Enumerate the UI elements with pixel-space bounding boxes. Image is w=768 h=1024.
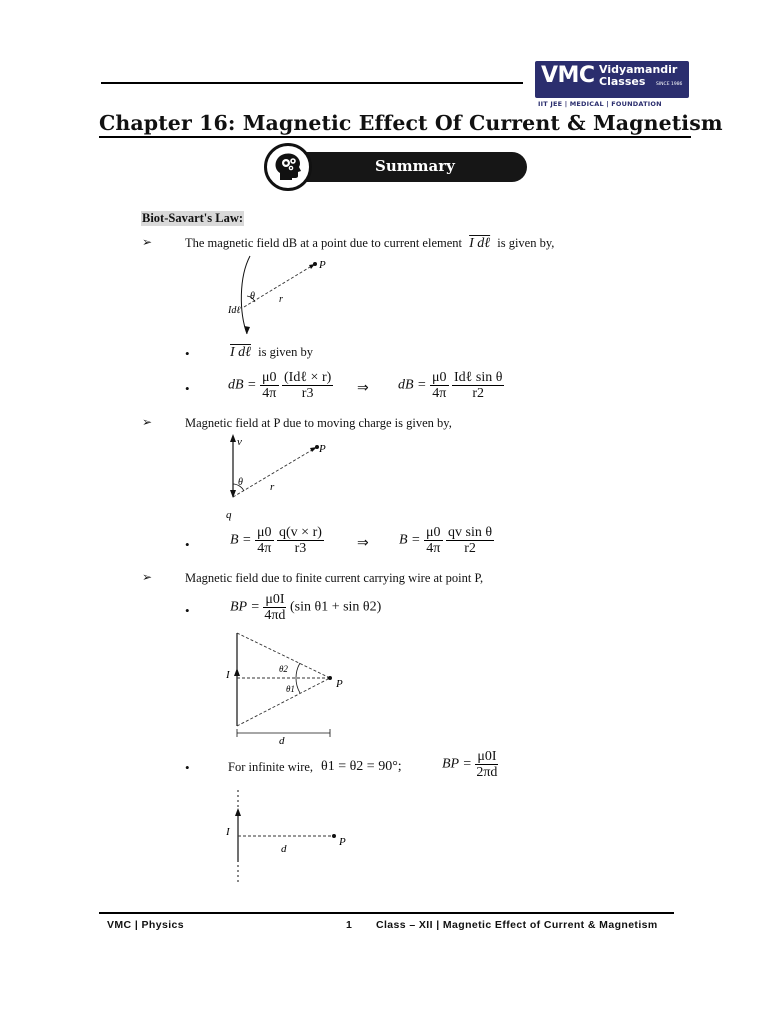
bullet-icon: • [185,346,190,361]
bullet-icon: • [185,760,190,775]
bullet-icon: • [185,603,190,618]
implies-arrow: ⇒ [357,536,369,551]
d3-I: I [226,669,230,681]
diagram-infinite-wire [222,788,352,888]
equation-b-scalar [399,525,494,556]
b2-num1: μ0 [426,525,441,540]
logo-tagline: IIT JEE | MEDICAL | FOUNDATION [538,100,662,108]
d2-v: v [237,436,242,448]
equation-db-scalar [398,370,504,401]
b2-num2: qv sin θ [448,525,493,540]
item1-tail: is given by, [497,236,555,250]
header-rule [101,82,523,84]
bullet-icon: • [185,381,190,396]
b-num2: q(v × r) [279,525,322,540]
b2-lhs: B = [399,532,421,548]
idl-symbol: I dℓ [230,345,251,360]
item1-symbol: I dℓ [469,236,491,251]
b2-den1: 4π [426,541,441,556]
d2-theta: θ [238,477,243,488]
infinite-wire-text: For infinite wire, [228,760,314,774]
d4-P: P [339,836,346,848]
logo-name-line1: Vidyamandir [599,63,678,76]
infinite-wire-condition: θ1 = θ2 = 90°; [321,759,402,774]
equation-bp [230,592,381,623]
db2-lhs: dB = [398,377,427,393]
idl-text: is given by [258,345,313,359]
bullet-idl [230,345,313,361]
d3-d: d [279,735,285,747]
d1-r: r [279,294,283,305]
b-den2: r3 [294,541,307,556]
bp-num: μ0I [265,592,285,607]
db-den2: r3 [301,386,314,401]
db-den1: 4π [262,386,277,401]
db2-num1: μ0 [432,370,447,385]
db2-den1: 4π [432,386,447,401]
d3-P: P [336,678,343,690]
footer-left: VMC | Physics [107,919,184,931]
footer-rule [99,912,674,914]
item2-text: Magnetic field at P due to moving charge is given by, [185,416,452,430]
bpinf-lhs: BP = [442,756,472,772]
db-num2: (Idℓ × r) [284,370,332,385]
item1-main: The magnetic field dB at a point due to current element [185,236,462,250]
item1-text [185,236,554,252]
arrow-bullet-icon: ➢ [142,415,153,429]
implies-arrow: ⇒ [357,381,369,396]
arrow-bullet-icon: ➢ [142,235,153,249]
bullet-icon: • [185,537,190,552]
db-num1: μ0 [262,370,277,385]
item3-text: Magnetic field due to finite current carrying wire at point P, [185,571,484,585]
thinking-head-icon [264,143,312,191]
d3-theta1: θ1 [286,684,295,694]
db2-num2: Idℓ sin θ [454,370,503,385]
d1-P: P [319,259,326,271]
diagram-current-element [225,252,335,337]
logo-since: SINCE 1986 [656,82,683,87]
d2-P: P [319,443,326,455]
summary-label: Summary [375,157,455,175]
d1-Idl: Idℓ [228,305,241,316]
chapter-title: Chapter 16: Magnetic Effect Of Current & Magnetism [99,111,723,135]
b-den1: 4π [257,541,272,556]
b-lhs: B = [230,532,252,548]
d3-theta2: θ2 [279,664,288,674]
equation-bp-infinite [442,749,498,780]
arrow-bullet-icon: ➢ [142,570,153,584]
diagram-moving-charge [220,432,335,522]
footer-right: Class – XII | Magnetic Effect of Current & Magnetism [376,919,658,931]
d4-I: I [226,826,230,838]
d2-r: r [270,481,275,493]
d1-theta: θ [250,291,255,302]
logo-brand: VMC [541,63,595,88]
diagram-finite-wire [222,630,352,750]
bp-lhs: BP = [230,599,260,615]
bp-rhs: (sin θ1 + sin θ2) [289,599,382,615]
db-lhs: dB = [228,377,257,393]
bpinf-num: μ0I [477,749,497,764]
equation-b [230,525,324,556]
b-num1: μ0 [257,525,272,540]
logo-name-line2: Classes [599,75,646,88]
db2-den2: r2 [472,386,485,401]
section-heading: Biot-Savart's Law: [142,211,244,225]
title-underline [99,136,691,138]
footer-page: 1 [346,919,353,931]
d2-q: q [226,509,232,521]
bp-den: 4πd [264,608,286,623]
bpinf-den: 2πd [476,765,498,780]
d4-d: d [281,843,287,855]
b2-den2: r2 [464,541,476,556]
equation-db [228,370,333,401]
